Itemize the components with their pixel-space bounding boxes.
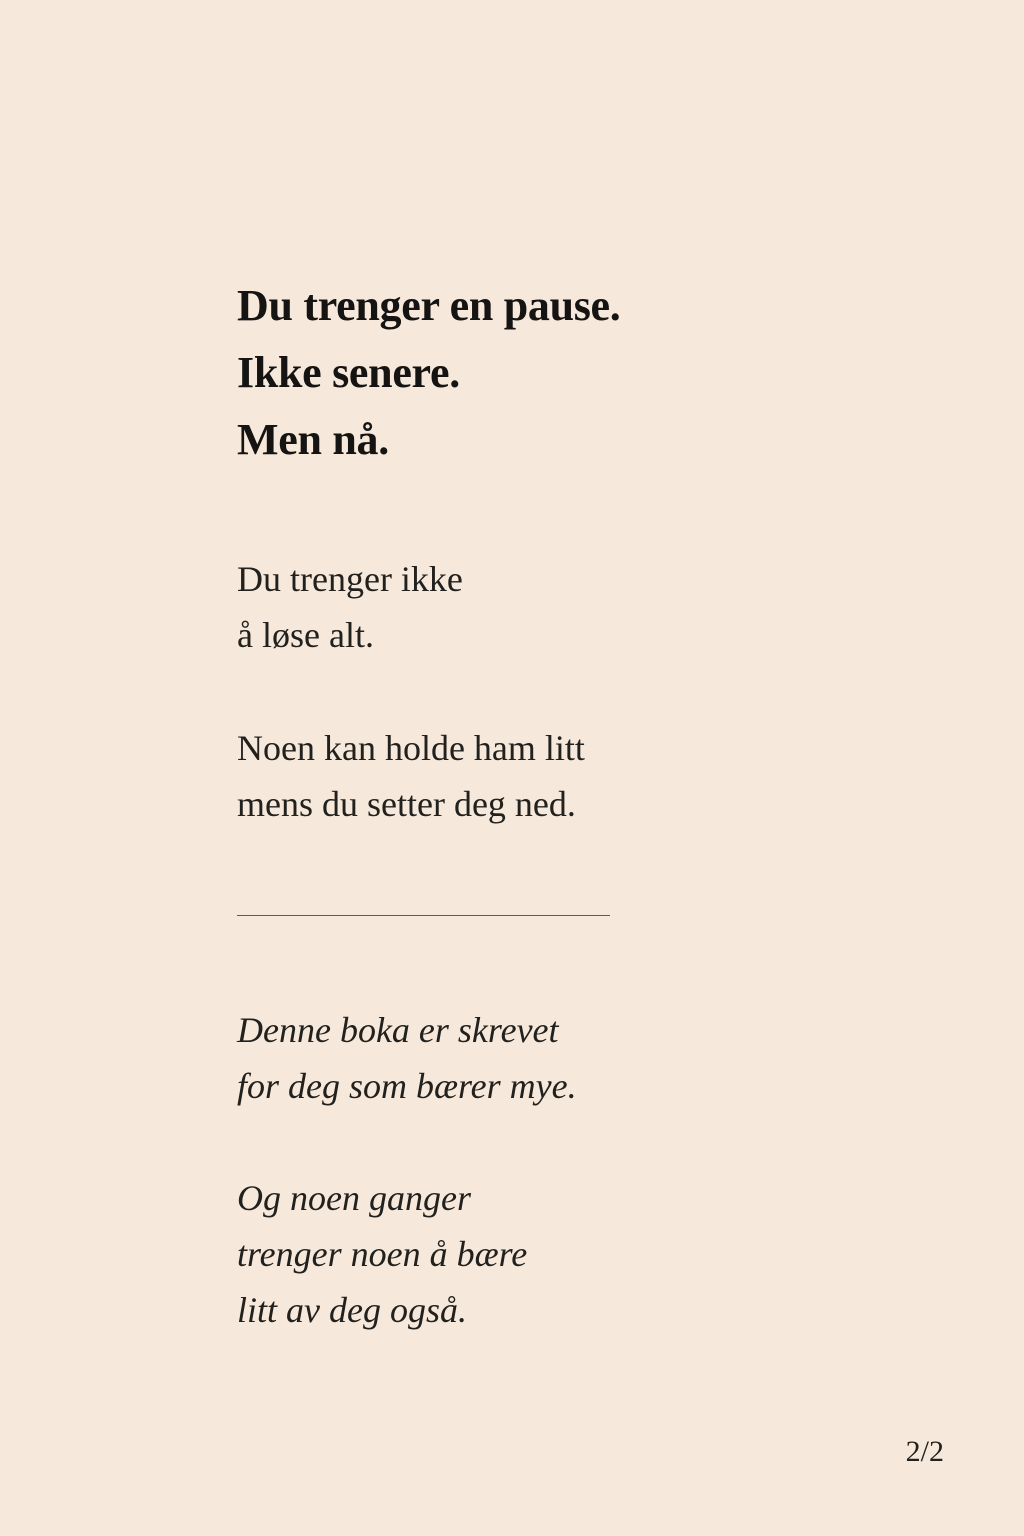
stanza-1-line-2: å løse alt. [237,615,374,655]
stanza-2 [237,720,797,832]
dedication-2-line-2: trenger noen å bære [237,1234,528,1274]
dedication-1-line-2: for deg som bærer mye. [237,1066,577,1106]
dedication-stanza-2 [237,1170,797,1338]
dedication-2-line-1: Og noen ganger [237,1178,471,1218]
heading-line-3: Men nå. [237,415,389,464]
stanza-1 [237,551,797,663]
dedication-stanza-1 [237,1002,797,1114]
page-number: 2/2 [905,1435,944,1468]
dedication-1-line-1: Denne boka er skrevet [237,1010,559,1050]
stanza-2-line-2: mens du setter deg ned. [237,784,576,824]
heading-line-1: Du trenger en pause. [237,281,621,330]
stanza-1-line-1: Du trenger ikke [237,559,463,599]
stanza-2-line-1: Noen kan holde ham litt [237,728,585,768]
dedication-2-line-3: litt av deg også. [237,1290,467,1330]
section-divider [237,915,610,916]
page-heading [237,272,797,473]
heading-line-2: Ikke senere. [237,348,460,397]
